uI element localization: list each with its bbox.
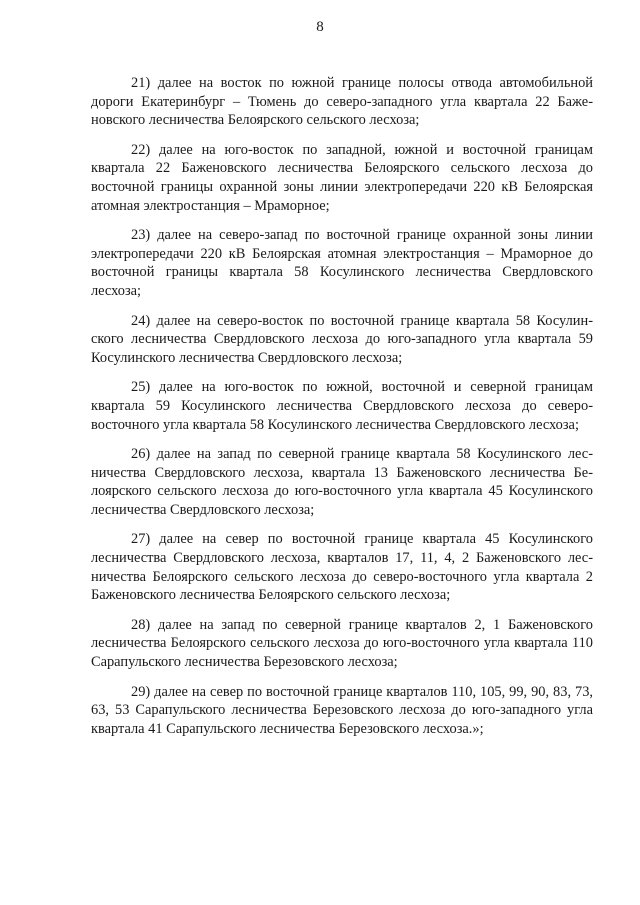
paragraph-28: 28) далее на запад по северной границе кварталов 2, 1 Баженовского лесничества Белоярского сельского лесхоза до юго-восточного угла квартала 110 Сарапульского лесничества Березовского лесхоза; bbox=[91, 616, 593, 671]
paragraph-23: 23) далее на северо-запад по восточной границе охранной зоны линии электропередачи 220 кВ Белоярская атомная электростанция – Мраморное до восточной границы квартала 58 Косулинского лесничества Свердловского лесхоза; bbox=[91, 227, 593, 299]
paragraph-24: 24) далее на северо-восток по восточной границе квартала 58 Косулинского лесничества Свердловского лесхоза до юго-западного угла квартала 59 Косулинского лесничества Свердловского лесхоза; bbox=[91, 312, 593, 366]
paragraph-25: 25) далее на юго-восток по южной, восточной и северной границам квартала 59 Косулинского лесничества Свердловского лесхоза до северовосточного угла квартала 58 Косулинского лесничества Свердловского лесхоза; bbox=[91, 379, 593, 433]
paragraph-21: 21) далее на восток по южной границе полосы отвода автомобильной дороги Екатеринбург – Тюмень до северо-западного угла квартала 22 Баженовского лесничества Белоярского сельского лесхоза; bbox=[91, 75, 593, 129]
paragraph-26: 26) далее на запад по северной границе квартала 58 Косулинского лесничества Свердловского лесхоза, квартала 13 Баженовского лесничества Белоярского сельского лесхоза до юго-восточного угла квартала 45 Косулинского лесничества Свердловского лесхоза; bbox=[91, 446, 593, 518]
paragraph-22: 22) далее на юго-восток по западной, южной и восточной границам квартала 22 Баженовского лесничества Белоярского сельского лесхоза до восточной границы охранной зоны линии электропередачи 220 кВ Белоярская атомная электростанция – Мраморное; bbox=[91, 141, 593, 214]
paragraph-27: 27) далее на север по восточной границе квартала 45 Косулинского лесничества Свердловского лесхоза, кварталов 17, 11, 4, 2 Баженовского лесничества Белоярского сельского лесхоза до северо-восточного угла квартала 2 Баженовского лесничества Белоярского сельского лесхоза; bbox=[91, 531, 593, 604]
document-body bbox=[91, 74, 593, 749]
paragraph-29: 29) далее на север по восточной границе кварталов 110, 105, 99, 90, 83, 73, 63, 53 Сарапульского лесничества Березовского лесхоза до юго-западного угла квартала 41 Сарапульского лесничества Березовского лесхоза.»; bbox=[91, 683, 593, 737]
page-number: 8 bbox=[316, 19, 324, 35]
